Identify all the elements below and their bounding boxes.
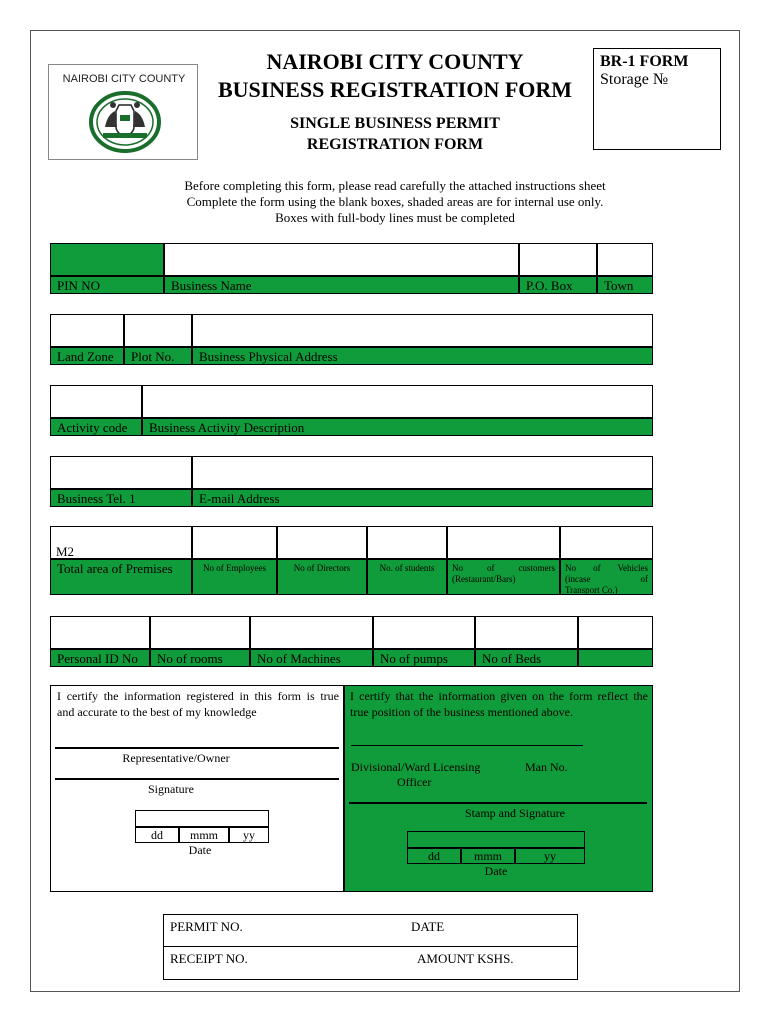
officer-date-dd[interactable]: dd — [407, 848, 461, 864]
vehicles-label-line3: Transport Co.) — [565, 585, 618, 595]
instruction-3: Boxes with full-body lines must be completed — [275, 210, 515, 225]
amount-label: AMOUNT KSHS. — [417, 951, 514, 966]
office-use-table — [163, 914, 578, 980]
county-logo — [48, 64, 198, 160]
instruction-2: Complete the form using the blank boxes, shaded areas are for internal use only. — [186, 194, 604, 209]
man-no-label: Man No. — [525, 760, 568, 774]
owner-date-mmm[interactable]: mmm — [179, 827, 229, 843]
vehicles-label-line1: No of Vehicles — [565, 563, 648, 573]
form-code-box — [593, 48, 721, 150]
owner-certification — [50, 685, 344, 892]
business-tel-label: Business Tel. 1 — [50, 489, 192, 507]
physical-address-label: Business Physical Address — [192, 347, 653, 365]
business-name-label: Business Name — [164, 276, 519, 294]
students-field[interactable] — [367, 526, 447, 559]
owner-cert-line1: I certify the information registered in this form is true — [57, 689, 339, 703]
owner-date-yy[interactable]: yy — [229, 827, 269, 843]
email-field[interactable] — [192, 456, 653, 489]
po-box-field[interactable] — [519, 243, 597, 276]
pin-shaded — [50, 243, 164, 276]
rooms-label: No of rooms — [150, 649, 250, 667]
officer-cert-line1: I certify that the information given on the form reflect the — [350, 689, 648, 703]
owner-date-dd[interactable]: dd — [135, 827, 179, 843]
customers-label — [447, 559, 560, 595]
directors-field[interactable] — [277, 526, 367, 559]
beds-field[interactable] — [475, 616, 578, 649]
business-name-field[interactable] — [164, 243, 519, 276]
activity-description-field[interactable] — [142, 385, 653, 418]
personal-id-label: Personal ID No — [50, 649, 150, 667]
employees-label: No of Employees — [192, 559, 277, 595]
pumps-label: No of pumps — [373, 649, 475, 667]
machines-field[interactable] — [250, 616, 373, 649]
rep-owner-label: Representative/Owner — [122, 751, 230, 765]
vehicles-label-line2: (incase of — [565, 574, 648, 584]
activity-code-field[interactable] — [50, 385, 142, 418]
directors-label: No of Directors — [277, 559, 367, 595]
form-code: BR-1 FORM — [600, 53, 689, 70]
owner-cert-line2: and accurate to the best of my knowledge — [57, 705, 257, 719]
town-field[interactable] — [597, 243, 653, 276]
storage-label: Storage № — [600, 71, 669, 88]
stamp-label: Stamp and Signature — [465, 806, 565, 820]
business-tel-field[interactable] — [50, 456, 192, 489]
signature-label: Signature — [148, 782, 194, 796]
vehicles-field[interactable] — [560, 526, 653, 559]
stamp-line — [349, 802, 647, 804]
plot-no-field[interactable] — [124, 314, 192, 347]
activity-code-label: Activity code — [50, 418, 142, 436]
officer-date-top — [407, 831, 585, 848]
subtitle-line2: REGISTRATION FORM — [306, 136, 484, 153]
officer-date-yy[interactable]: yy — [515, 848, 585, 864]
officer-label-line2: Officer — [397, 775, 432, 789]
owner-date-label: Date — [188, 843, 212, 857]
officer-signature-line — [351, 745, 583, 746]
email-label: E-mail Address — [192, 489, 653, 507]
po-box-label: P.O. Box — [519, 276, 597, 294]
extra-label — [578, 649, 653, 667]
signature-line — [55, 778, 339, 780]
subtitle-line1: SINGLE BUSINESS PERMIT — [290, 115, 500, 132]
title-line2: BUSINESS REGISTRATION FORM — [217, 77, 573, 102]
beds-label: No of Beds — [475, 649, 578, 667]
personal-id-field[interactable] — [50, 616, 150, 649]
customers-label-line1: No of customers — [452, 563, 555, 573]
land-zone-label: Land Zone — [50, 347, 124, 365]
owner-date-top — [135, 810, 269, 827]
officer-date-mmm[interactable]: mmm — [461, 848, 515, 864]
vehicles-label — [560, 559, 653, 595]
receipt-no-label: RECEIPT NO. — [170, 951, 248, 966]
employees-field[interactable] — [192, 526, 277, 559]
permit-no-label: PERMIT NO. — [170, 919, 243, 934]
officer-label-line1: Divisional/Ward Licensing — [351, 760, 481, 774]
office-use-divider — [164, 946, 577, 947]
pumps-field[interactable] — [373, 616, 475, 649]
area-label: Total area of Premises — [50, 559, 192, 595]
activity-description-label: Business Activity Description — [142, 418, 653, 436]
title-line1: NAIROBI CITY COUNTY — [266, 49, 524, 74]
plot-no-label: Plot No. — [124, 347, 192, 365]
date-label: DATE — [411, 919, 445, 934]
pin-label: PIN NO — [50, 276, 164, 294]
officer-cert-line2: true position of the business mentioned above. — [350, 705, 573, 719]
customers-label-line2: (Restaurant/Bars) — [452, 574, 516, 584]
rooms-field[interactable] — [150, 616, 250, 649]
coat-of-arms-icon — [89, 91, 161, 153]
extra-field[interactable] — [578, 616, 653, 649]
m2-label: M2 — [56, 544, 75, 559]
officer-date-label: Date — [484, 864, 508, 878]
town-label: Town — [597, 276, 653, 294]
students-label: No. of students — [367, 559, 447, 595]
instruction-1: Before completing this form, please read carefully the attached instructions sheet — [184, 178, 606, 193]
rep-signature-line — [55, 747, 339, 749]
customers-field[interactable] — [447, 526, 560, 559]
machines-label: No of Machines — [250, 649, 373, 667]
logo-text: NAIROBI CITY COUNTY — [62, 73, 186, 85]
physical-address-field[interactable] — [192, 314, 653, 347]
land-zone-field[interactable] — [50, 314, 124, 347]
officer-certification — [344, 685, 653, 892]
